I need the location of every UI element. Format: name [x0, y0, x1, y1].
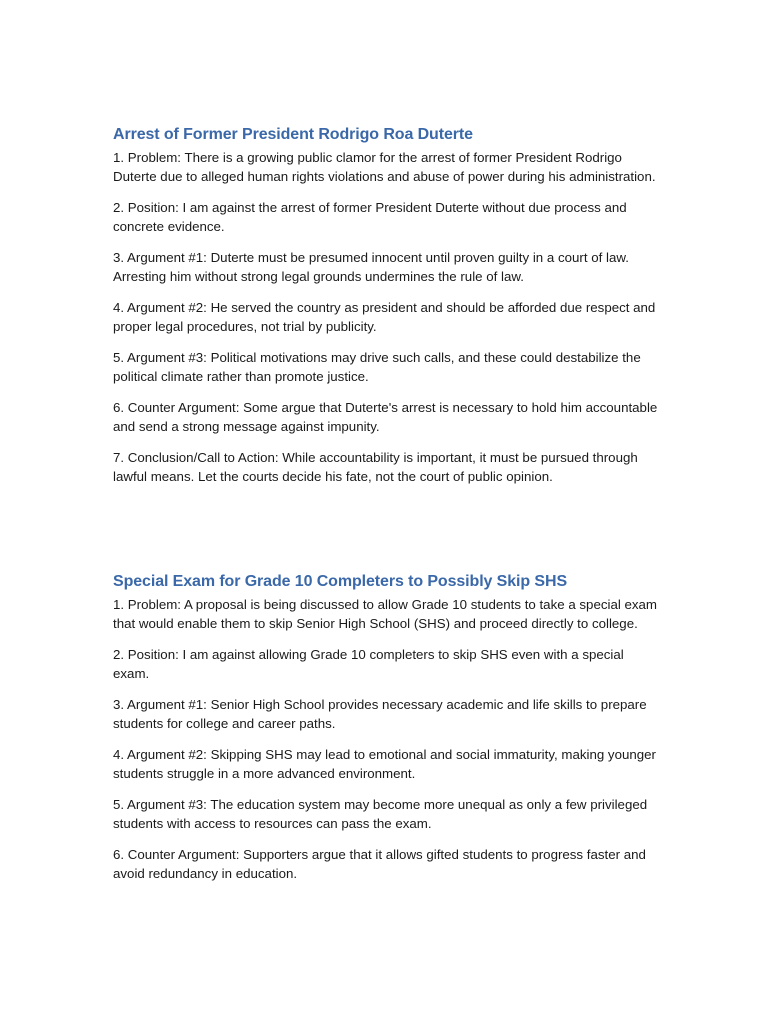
section-heading: Special Exam for Grade 10 Completers to Possibly Skip SHS [113, 573, 568, 590]
argument-1-paragraph: 3. Argument #1: Senior High School provides necessary academic and life skills to prepare students for college and career paths. [113, 697, 647, 731]
position-paragraph: 2. Position: I am against the arrest of former President Duterte without due process and concrete evidence. [113, 200, 627, 234]
argument-3-paragraph: 5. Argument #3: Political motivations may drive such calls, and these could destabilize the political climate rather than promote justice. [113, 350, 641, 384]
section-special-exam [113, 571, 658, 895]
section-heading: Arrest of Former President Rodrigo Roa Duterte [113, 126, 473, 143]
position-paragraph: 2. Position: I am against allowing Grade 10 completers to skip SHS even with a special exam. [113, 647, 624, 681]
problem-paragraph: 1. Problem: A proposal is being discussed to allow Grade 10 students to take a special exam that would enable them to skip Senior High School (SHS) and proceed directly to college. [113, 597, 658, 631]
argument-2-paragraph: 4. Argument #2: He served the country as president and should be afforded due respect and proper legal procedures, not trial by publicity. [113, 300, 656, 334]
argument-2-paragraph: 4. Argument #2: Skipping SHS may lead to emotional and social immaturity, making younger students struggle in a more advanced environment. [113, 747, 656, 781]
argument-3-paragraph: 5. Argument #3: The education system may become more unequal as only a few privileged students with access to resources can pass the exam. [113, 797, 648, 831]
counter-argument-paragraph: 6. Counter Argument: Supporters argue that it allows gifted students to progress faster and avoid redundancy in education. [113, 847, 646, 881]
argument-1-paragraph: 3. Argument #1: Duterte must be presumed innocent until proven guilty in a court of law. Arresting him without strong legal grounds undermines the rule of law. [113, 250, 629, 284]
conclusion-paragraph: 7. Conclusion/Call to Action: While accountability is important, it must be pursued through lawful means. Let the courts decide his fate, not the court of public opinion. [113, 450, 638, 484]
problem-paragraph: 1. Problem: There is a growing public clamor for the arrest of former President Rodrigo Duterte due to alleged human rights violations and abuse of power during his administration. [113, 150, 656, 184]
section-duterte-arrest [113, 124, 658, 498]
counter-argument-paragraph: 6. Counter Argument: Some argue that Duterte's arrest is necessary to hold him accountable and send a strong message against impunity. [113, 400, 658, 434]
